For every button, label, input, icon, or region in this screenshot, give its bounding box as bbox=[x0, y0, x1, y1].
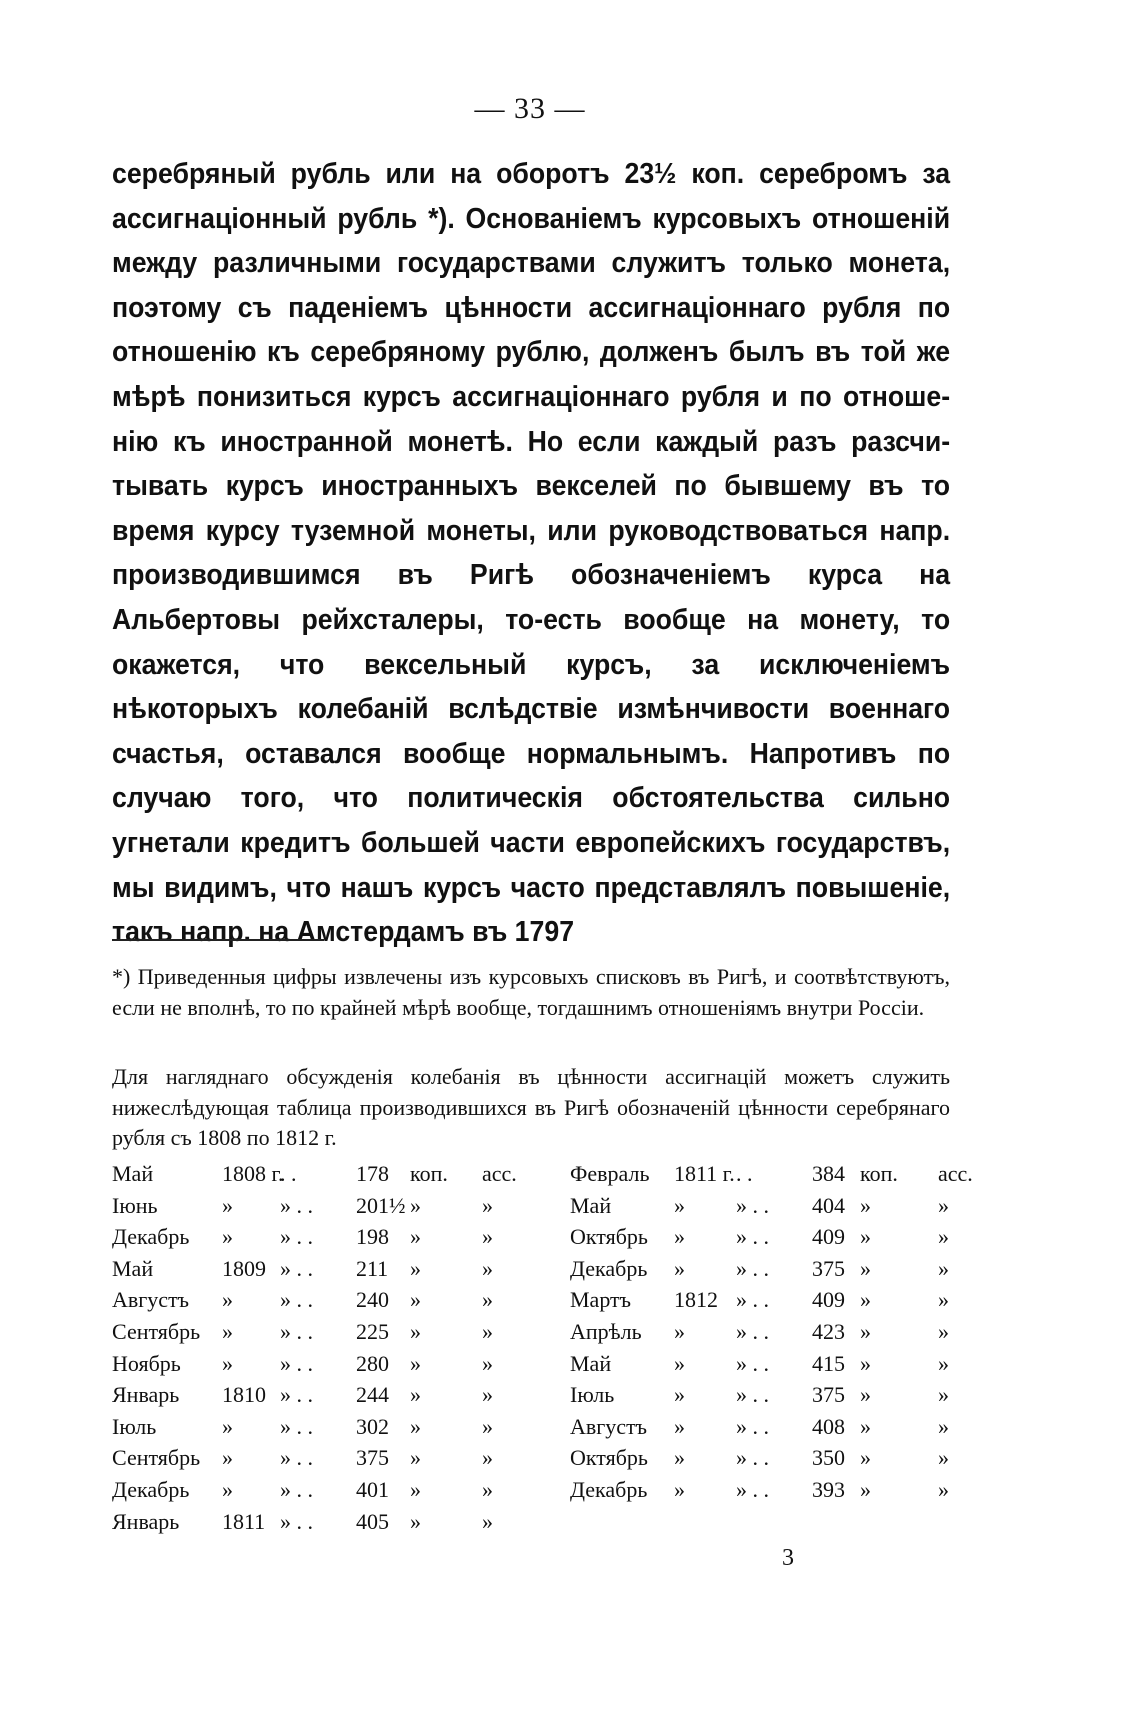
unit-cell: » bbox=[860, 1255, 871, 1281]
year-cell: » bbox=[222, 1287, 233, 1313]
table-row bbox=[112, 1506, 517, 1538]
table-row bbox=[570, 1284, 973, 1316]
value-cell: 211 bbox=[356, 1255, 389, 1281]
dots-cell: . . bbox=[280, 1161, 297, 1186]
unit-cell: » bbox=[410, 1413, 421, 1439]
unit-cell: асс. bbox=[482, 1161, 517, 1186]
unit-cell: » bbox=[938, 1318, 949, 1344]
month-cell: Декабрь bbox=[570, 1476, 648, 1502]
table-row bbox=[570, 1442, 973, 1474]
year-cell: » bbox=[674, 1224, 685, 1250]
unit-cell: » bbox=[938, 1224, 949, 1250]
page-number: — 33 — bbox=[474, 92, 586, 125]
month-cell: Октябрь bbox=[570, 1224, 648, 1250]
value-cell: 178 bbox=[356, 1161, 389, 1186]
dots-cell: » . . bbox=[280, 1508, 313, 1534]
unit-cell: » bbox=[938, 1413, 949, 1439]
dots-cell: » . . bbox=[280, 1445, 313, 1471]
signature-mark: 3 bbox=[782, 1545, 794, 1571]
value-cell: 240 bbox=[356, 1287, 389, 1313]
unit-cell: » bbox=[860, 1192, 871, 1218]
value-cell: 408 bbox=[812, 1413, 845, 1439]
dots-cell: » . . bbox=[736, 1413, 769, 1439]
unit-cell: » bbox=[410, 1382, 421, 1408]
year-cell: » bbox=[674, 1318, 685, 1344]
value-cell: 409 bbox=[812, 1224, 845, 1250]
footnote-divider bbox=[112, 939, 324, 941]
year-cell: » bbox=[674, 1255, 685, 1281]
unit-cell: » bbox=[482, 1382, 493, 1408]
table-row bbox=[112, 1474, 517, 1506]
unit-cell: » bbox=[482, 1287, 493, 1313]
value-cell: 225 bbox=[356, 1318, 389, 1344]
unit-cell: » bbox=[410, 1350, 421, 1376]
unit-cell: » bbox=[482, 1350, 493, 1376]
unit-cell: » bbox=[482, 1224, 493, 1250]
value-cell: 393 bbox=[812, 1476, 845, 1502]
table-row bbox=[112, 1411, 517, 1443]
dots-cell: » . . bbox=[280, 1476, 313, 1502]
month-cell: Февраль bbox=[570, 1161, 650, 1186]
year-cell: » bbox=[222, 1224, 233, 1250]
value-cell: 415 bbox=[812, 1350, 845, 1376]
table-row bbox=[112, 1158, 517, 1190]
value-cell: 409 bbox=[812, 1287, 845, 1313]
unit-cell: » bbox=[410, 1192, 421, 1218]
table-row bbox=[570, 1348, 973, 1380]
dots-cell: » . . bbox=[736, 1255, 769, 1281]
unit-cell: » bbox=[860, 1445, 871, 1471]
rates-table-right bbox=[570, 1158, 973, 1506]
unit-cell: коп. bbox=[410, 1161, 448, 1186]
table-intro-text: Для нагляднаго обсужденія колебанія въ цѣнности ассигнацій можетъ служить нижеслѣдующая таблица производившихся въ Ригѣ обозначеній цѣнности серебрянаго рубля съ 1808 по 1812 г. bbox=[112, 1064, 950, 1150]
rates-table-left bbox=[112, 1158, 517, 1537]
unit-cell: » bbox=[938, 1192, 949, 1218]
year-cell: » bbox=[222, 1350, 233, 1376]
year-cell: 1809 bbox=[222, 1255, 266, 1281]
unit-cell: » bbox=[410, 1318, 421, 1344]
dots-cell: » . . bbox=[280, 1350, 313, 1376]
dots-cell: » . . bbox=[736, 1224, 769, 1250]
dots-cell: » . . bbox=[280, 1192, 313, 1218]
month-cell: Сентябрь bbox=[112, 1445, 201, 1471]
dots-cell: » . . bbox=[736, 1445, 769, 1471]
table-row bbox=[570, 1474, 973, 1506]
table-row bbox=[112, 1348, 517, 1380]
value-cell: 350 bbox=[812, 1445, 845, 1471]
unit-cell: » bbox=[482, 1508, 493, 1534]
unit-cell: » bbox=[410, 1445, 421, 1471]
year-cell: 1811 г. bbox=[674, 1161, 735, 1186]
table-row bbox=[570, 1379, 973, 1411]
value-cell: 198 bbox=[356, 1224, 389, 1250]
unit-cell: » bbox=[410, 1287, 421, 1313]
year-cell: 1810 bbox=[222, 1382, 266, 1408]
body-paragraph: серебряный рубль или на оборотъ 23½ коп. серебромъ за ассигнаціонный рубль *). Основаніемъ курсовыхъ отношеній между различными государствами служитъ только монета, поэтому съ паденіемъ цѣнности ассигнаціоннаго рубля по отношенію къ серебряному рублю, долженъ былъ въ той же мѣрѣ понизиться курсъ ассигнаціоннаго рубля и по отношенію къ иностранной монетѣ. Но если каждый разъ разсчитывать курсъ иностранныхъ векселей по бывшему въ то время курсу туземной монеты, или руководствоваться напр. производившимся въ Ригѣ обозначеніемъ курса на Альбертовы рейхсталеры, то-есть вообще на монету, то окажется, что вексельный курсъ, за исключеніемъ нѣкоторыхъ колебаній вслѣдствіе измѣнчивости военнаго счастья, оставался вообще нормальнымъ. Напротивъ по случаю того, что политическія обстоятельства сильно угнетали кредитъ большей части европейскихъ государствъ, мы видимъ, что нашъ курсъ часто представлялъ повышеніе, такъ напр. на Амстердамъ въ 1797 bbox=[112, 158, 951, 949]
unit-cell: » bbox=[482, 1255, 493, 1281]
month-cell: Май bbox=[112, 1255, 154, 1281]
unit-cell: » bbox=[860, 1476, 871, 1502]
dots-cell: » . . bbox=[736, 1350, 769, 1376]
month-cell: Декабрь bbox=[112, 1476, 190, 1502]
value-cell: 423 bbox=[812, 1318, 845, 1344]
unit-cell: » bbox=[482, 1413, 493, 1439]
unit-cell: » bbox=[410, 1255, 421, 1281]
month-cell: Августъ bbox=[570, 1413, 648, 1439]
year-cell: » bbox=[222, 1476, 233, 1502]
unit-cell: » bbox=[482, 1476, 493, 1502]
unit-cell: » bbox=[938, 1445, 949, 1471]
table-row bbox=[112, 1284, 517, 1316]
month-cell: Сентябрь bbox=[112, 1318, 201, 1344]
dots-cell: . . bbox=[736, 1161, 753, 1186]
month-cell: Ноябрь bbox=[112, 1350, 181, 1376]
dots-cell: » . . bbox=[736, 1476, 769, 1502]
month-cell: Декабрь bbox=[570, 1255, 648, 1281]
dots-cell: » . . bbox=[280, 1318, 313, 1344]
table-row bbox=[570, 1411, 973, 1443]
value-cell: 384 bbox=[812, 1161, 845, 1186]
year-cell: 1811 bbox=[222, 1508, 266, 1534]
table-row bbox=[570, 1316, 973, 1348]
unit-cell: » bbox=[938, 1476, 949, 1502]
unit-cell: асс. bbox=[938, 1161, 973, 1186]
year-cell: » bbox=[674, 1445, 685, 1471]
value-cell: 244 bbox=[356, 1382, 389, 1408]
value-cell: 375 bbox=[356, 1445, 389, 1471]
year-cell: 1812 bbox=[674, 1287, 718, 1313]
month-cell: Іюнь bbox=[112, 1192, 158, 1218]
month-cell: Іюль bbox=[112, 1413, 157, 1439]
year-cell: » bbox=[674, 1382, 685, 1408]
year-cell: » bbox=[222, 1413, 233, 1439]
value-cell: 405 bbox=[356, 1508, 389, 1534]
table-row bbox=[112, 1253, 517, 1285]
year-cell: » bbox=[674, 1350, 685, 1376]
month-cell: Май bbox=[570, 1350, 612, 1376]
unit-cell: » bbox=[860, 1318, 871, 1344]
table-row bbox=[112, 1379, 517, 1411]
unit-cell: » bbox=[860, 1382, 871, 1408]
table-row bbox=[570, 1190, 973, 1222]
dots-cell: » . . bbox=[280, 1413, 313, 1439]
unit-cell: » bbox=[410, 1224, 421, 1250]
value-cell: 404 bbox=[812, 1192, 845, 1218]
month-cell: Май bbox=[570, 1192, 612, 1218]
month-cell: Іюль bbox=[570, 1382, 615, 1408]
dots-cell: » . . bbox=[736, 1318, 769, 1344]
table-row bbox=[112, 1221, 517, 1253]
value-cell: 201½ bbox=[356, 1192, 406, 1218]
unit-cell: » bbox=[482, 1192, 493, 1218]
unit-cell: » bbox=[482, 1318, 493, 1344]
unit-cell: » bbox=[860, 1224, 871, 1250]
month-cell: Мартъ bbox=[570, 1287, 632, 1313]
dots-cell: » . . bbox=[736, 1192, 769, 1218]
year-cell: » bbox=[674, 1413, 685, 1439]
unit-cell: » bbox=[938, 1255, 949, 1281]
value-cell: 302 bbox=[356, 1413, 389, 1439]
year-cell: 1808 г. bbox=[222, 1161, 284, 1186]
year-cell: » bbox=[674, 1476, 685, 1502]
unit-cell: » bbox=[410, 1476, 421, 1502]
year-cell: » bbox=[674, 1192, 685, 1218]
dots-cell: » . . bbox=[280, 1382, 313, 1408]
table-row bbox=[570, 1253, 973, 1285]
dots-cell: » . . bbox=[280, 1287, 313, 1313]
month-cell: Май bbox=[112, 1161, 154, 1186]
month-cell: Январь bbox=[112, 1382, 180, 1408]
unit-cell: » bbox=[482, 1445, 493, 1471]
year-cell: » bbox=[222, 1445, 233, 1471]
table-row bbox=[112, 1442, 517, 1474]
table-row bbox=[570, 1158, 973, 1190]
dots-cell: » . . bbox=[280, 1255, 313, 1281]
month-cell: Октябрь bbox=[570, 1445, 648, 1471]
unit-cell: » bbox=[860, 1413, 871, 1439]
month-cell: Январь bbox=[112, 1508, 180, 1534]
value-cell: 375 bbox=[812, 1255, 845, 1281]
table-row bbox=[112, 1316, 517, 1348]
value-cell: 401 bbox=[356, 1476, 389, 1502]
month-cell: Декабрь bbox=[112, 1224, 190, 1250]
unit-cell: » bbox=[860, 1350, 871, 1376]
year-cell: » bbox=[222, 1192, 233, 1218]
month-cell: Августъ bbox=[112, 1287, 190, 1313]
value-cell: 375 bbox=[812, 1382, 845, 1408]
unit-cell: » bbox=[938, 1382, 949, 1408]
value-cell: 280 bbox=[356, 1350, 389, 1376]
dots-cell: » . . bbox=[280, 1224, 313, 1250]
unit-cell: » bbox=[938, 1350, 949, 1376]
dots-cell: » . . bbox=[736, 1382, 769, 1408]
dots-cell: » . . bbox=[736, 1287, 769, 1313]
table-row bbox=[112, 1190, 517, 1222]
unit-cell: » bbox=[410, 1508, 421, 1534]
table-row bbox=[570, 1221, 973, 1253]
month-cell: Апрѣль bbox=[570, 1318, 642, 1344]
year-cell: » bbox=[222, 1318, 233, 1344]
footnote-text: *) Приведенныя цифры извлечены изъ курсовыхъ списковъ въ Ригѣ, и соотвѣтствуютъ, если не вполнѣ, то по крайней мѣрѣ вообще, тогдашнимъ отношеніямъ внутри Россіи. bbox=[112, 964, 950, 1020]
unit-cell: коп. bbox=[860, 1161, 898, 1186]
unit-cell: » bbox=[938, 1287, 949, 1313]
unit-cell: » bbox=[860, 1287, 871, 1313]
